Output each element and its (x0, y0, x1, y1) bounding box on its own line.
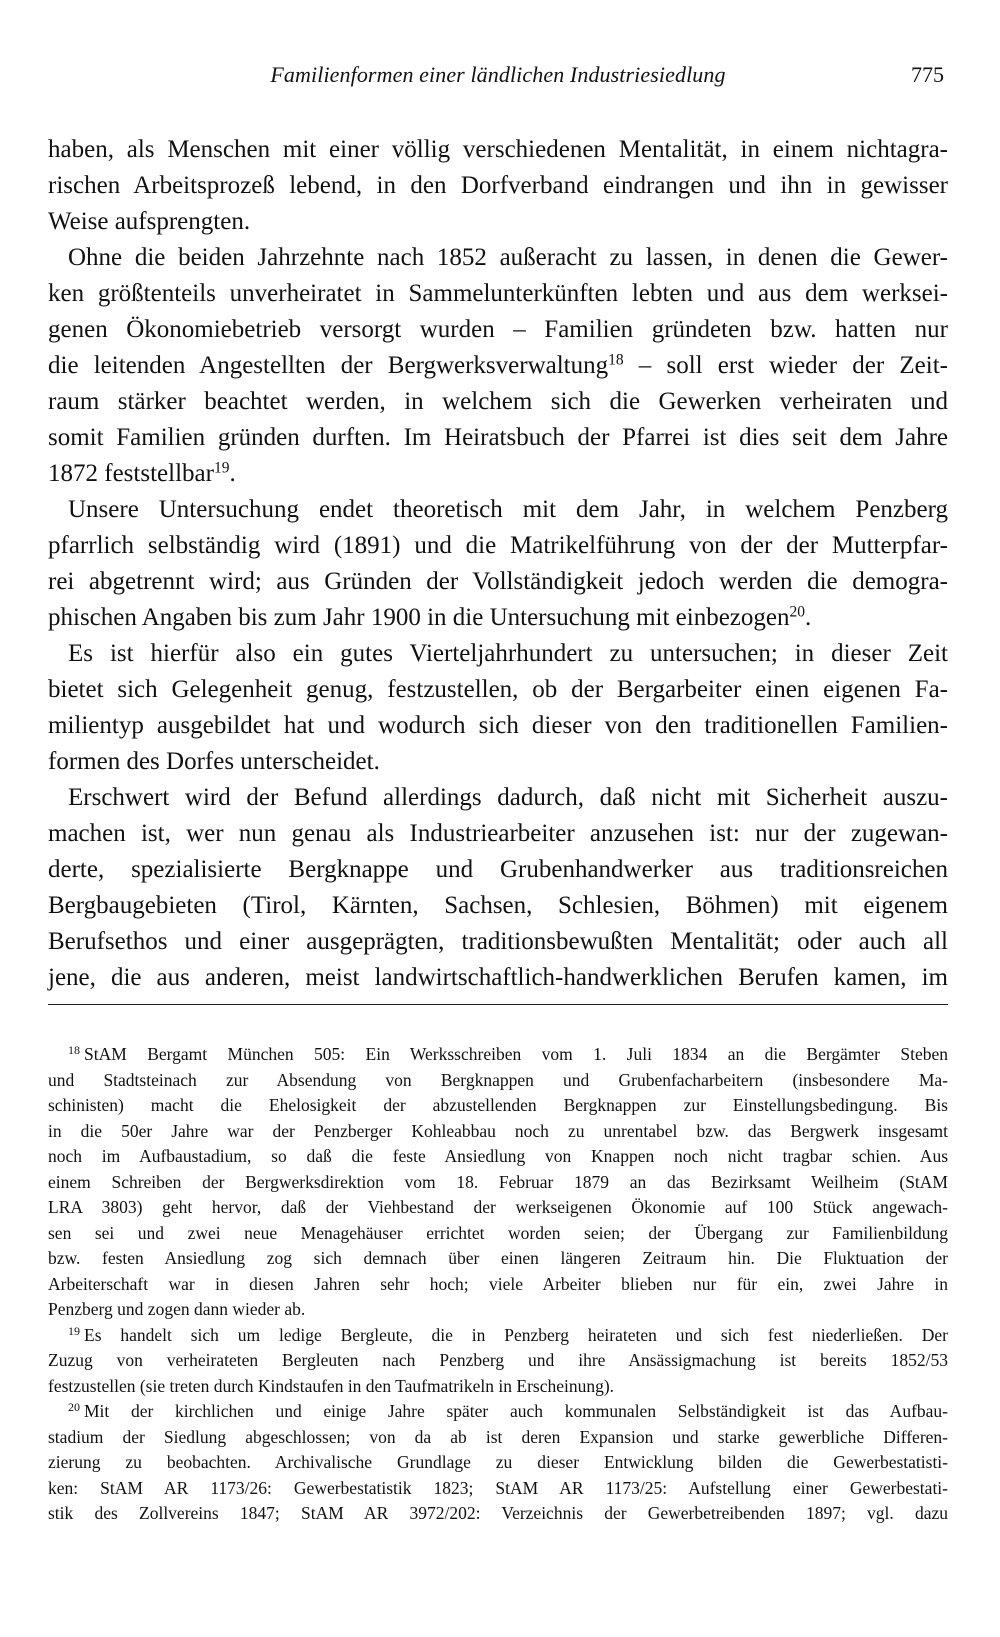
body-line: ken größtenteils unverheiratet in Sammelunterkünften lebten und aus dem werksei- (48, 280, 948, 307)
footnote-ref-20: 20 (789, 603, 806, 621)
body-line: rischen Arbeitsprozeß lebend, in den Dorfverband eindrangen und ihn in gewisser (48, 172, 948, 199)
body-line: Ohne die beiden Jahrzehnte nach 1852 außeracht zu lassen, in denen die Gewer- (68, 244, 948, 271)
body-line: phischen Angaben bis zum Jahr 1900 in die Untersuchung mit einbezogen$^{20}$. (48, 603, 812, 631)
footnote-line: noch im Aufbaustadium, so daß die feste Ansiedlung von Knappen noch nicht tragbar schien. Aus (48, 1146, 948, 1166)
page-header (48, 62, 948, 94)
footnote-line: in die 50er Jahre war der Penzberger Kohleabbau noch zu unrentabel bzw. das Bergwerk insgesamt (48, 1120, 948, 1141)
footnote-line: Arbeiterschaft war in diesen Jahren sehr hoch; viele Arbeiter blieben nur für ein, zwei Jahre in (48, 1273, 948, 1294)
body-line: pfarrlich selbständig wird (1891) und die Matrikelführung von der der Mutterpfar- (48, 532, 948, 559)
body-line: derte, spezialisierte Bergknappe und Grubenhandwerker aus traditionsreichen (48, 856, 948, 883)
footnote-20-line: $^{20}$ Mit der kirchlichen und einige Jahre später auch kommunalen Selbständigkeit ist das Aufbau- (68, 1400, 948, 1421)
book-page (48, 0, 948, 1637)
footnote-number-20: 20 (68, 1400, 80, 1414)
body-line: 1872 feststellbar$^{19}$. (48, 459, 236, 487)
footnote-18-line: $^{18}$ StAM Bergamt München 505: Ein Werksschreiben vom 1. Juli 1834 an die Bergämter Steben (68, 1043, 948, 1064)
footnote-line: stadium der Siedlung abgeschlossen; von da ab ist deren Expansion und starke gewerbliche Differen- (48, 1426, 948, 1447)
page-number: 775 (911, 62, 944, 87)
body-line: Weise aufsprengten. (48, 208, 251, 235)
footnote-line: festzustellen (sie treten durch Kindstaufen in den Taufmatrikeln in Erscheinung). (48, 1375, 615, 1396)
footnote-line: sen sei und zwei neue Menagehäuser errichtet worden seien; der Übergang zur Familienbildung (48, 1222, 948, 1243)
footnote-ref-18: 18 (608, 351, 624, 369)
body-line: genen Ökonomiebetrieb versorgt wurden – Familien gründeten bzw. hatten nur (48, 316, 948, 343)
body-line: die leitenden Angestellten der Bergwerksverwaltung$^{18}$ – soll erst wieder der Zeit- (48, 351, 948, 379)
footnote-number-19: 19 (68, 1323, 80, 1338)
body-line: milientyp ausgebildet hat und wodurch sich dieser von den traditionellen Familien- (48, 712, 948, 739)
footnotes (48, 1042, 948, 1527)
footnote-line: und Stadtsteinach zur Absendung von Bergknappen und Grubenfacharbeitern (insbesondere Ma- (48, 1069, 948, 1090)
body-line: Bergbaugebieten (Tirol, Kärnten, Sachsen, Schlesien, Böhmen) mit eigenem (48, 892, 948, 919)
body-line: Unsere Untersuchung endet theoretisch mit dem Jahr, in welchem Penzberg (68, 496, 948, 523)
footnote-number-18: 18 (68, 1043, 80, 1057)
body-line: Berufsethos und einer ausgeprägten, traditionsbewußten Mentalität; oder auch all (48, 928, 948, 955)
body-line: raum stärker beachtet werden, in welchem sich die Gewerken verheiraten und (48, 388, 948, 415)
footnote-line: zierung zu beobachten. Archivalische Grundlage zu dieser Entwicklung bilden die Gewerbestatisti- (48, 1452, 948, 1472)
footnote-line: stik des Zollvereins 1847; StAM AR 3972/202: Verzeichnis der Gewerbetreibenden 1897; vgl. dazu (48, 1503, 948, 1523)
body-line: formen des Dorfes unterscheidet. (48, 748, 380, 775)
footnote-line: schinisten) macht die Ehelosigkeit der abzustellenden Bergknappen zur Einstellungsbedingung. Bis (48, 1095, 948, 1115)
running-title: Familienformen einer ländlichen Industriesiedlung (270, 62, 726, 87)
body-line: somit Familien gründen durften. Im Heiratsbuch der Pfarrei ist dies seit dem Jahre (48, 424, 948, 451)
body-line: jene, die aus anderen, meist landwirtschaftlich-handwerklichen Berufen kamen, im (48, 964, 948, 991)
body-text (48, 132, 948, 996)
footnote-line: LRA 3803) geht hervor, daß der Viehbestand der werkseigenen Ökonomie auf 100 Stück angewach- (48, 1197, 948, 1217)
footnote-19-line: $^{19}$ Es handelt sich um ledige Bergleute, die in Penzberg heirateten und sich fest niederließen. Der (68, 1323, 948, 1345)
body-line: rei abgetrennt wird; aus Gründen der Vollständigkeit jedoch werden die demogra- (48, 568, 948, 595)
footnote-line: bzw. festen Ansiedlung zog sich demnach über einen längeren Zeitraum hin. Die Fluktuation der (48, 1248, 948, 1268)
footnote-line: Penzberg und zogen dann wieder ab. (48, 1299, 306, 1319)
footnote-line: Zuzug von verheirateten Bergleuten nach Penzberg und ihre Ansässigmachung ist bereits 1852/53 (48, 1350, 948, 1370)
footnote-divider (48, 1004, 948, 1005)
body-line: Es ist hierfür also ein gutes Vierteljahrhundert zu untersuchen; in dieser Zeit (68, 640, 948, 667)
footnote-line: ken: StAM AR 1173/26: Gewerbestatistik 1823; StAM AR 1173/25: Aufstellung einer Gewerbestati- (48, 1477, 948, 1498)
body-line: machen ist, wer nun genau als Industriearbeiter anzusehen ist: nur der zugewan- (48, 820, 948, 847)
footnote-line: einem Schreiben der Bergwerksdirektion vom 18. Februar 1879 an das Bezirksamt Weilheim (StAM (48, 1171, 948, 1192)
body-line: haben, als Menschen mit einer völlig verschiedenen Mentalität, in einem nichtagra- (48, 136, 948, 163)
body-line: bietet sich Gelegenheit genug, festzustellen, ob der Bergarbeiter einen eigenen Fa- (48, 676, 948, 703)
footnote-ref-19: 19 (213, 459, 230, 477)
body-line: Erschwert wird der Befund allerdings dadurch, daß nicht mit Sicherheit auszu- (68, 784, 948, 811)
